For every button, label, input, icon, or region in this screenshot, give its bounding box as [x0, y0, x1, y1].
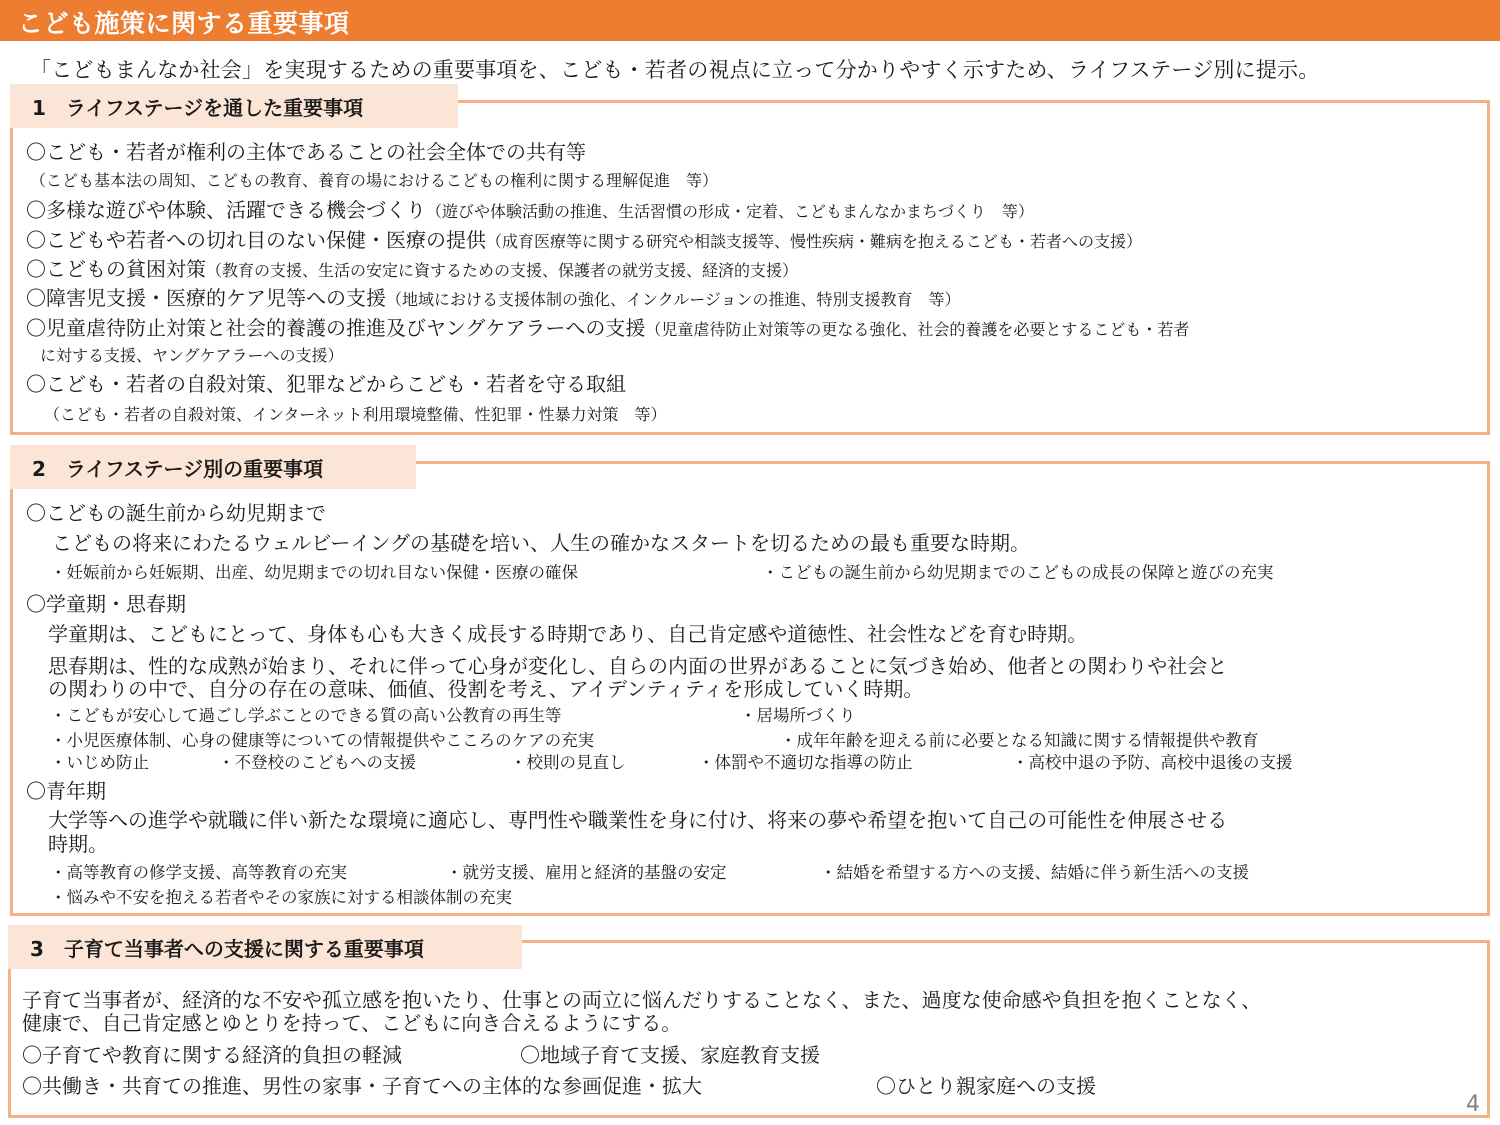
- s1-item-2-main: 〇多様な遊びや体験、活躍できる機会づくり: [26, 198, 426, 222]
- stage-2-bullet-3e: ・高校中退の予防、高校中退後の支援: [1012, 753, 1293, 772]
- s3-desc-1: 子育て当事者が、経済的な不安や孤立感を抱いたり、仕事との両立に悩んだりすることなく、また、過度な使命感や負担を抱くことなく、: [22, 988, 1262, 1012]
- stage-2-title: 〇学童期・思春期: [26, 592, 186, 616]
- stage-3-bullet-1a: ・高等教育の修学支援、高等教育の充実: [50, 863, 347, 882]
- stage-2-desc-1: 学童期は、こどもにとって、身体も心も大きく成長する時期であり、自己肯定感や道徳性、社会性などを育む時期。: [48, 622, 1088, 646]
- s1-item-1-sub: （こども基本法の周知、こどもの教育、養育の場におけるこどもの権利に関する理解促進 等）: [30, 171, 719, 190]
- s3-item-2a: 〇共働き・共育ての推進、男性の家事・子育てへの主体的な参画促進・拡大: [22, 1074, 702, 1098]
- stage-2-bullet-1a: ・こどもが安心して過ごし学ぶことのできる質の高い公教育の再生等: [50, 706, 562, 725]
- page-number: 4: [1466, 1092, 1480, 1117]
- s1-item-4: [26, 253, 798, 282]
- section-1-label: 1 ライフステージを通した重要事項: [10, 84, 458, 128]
- s3-item-1b: 〇地域子育て支援、家庭教育支援: [520, 1043, 820, 1067]
- stage-3-desc-1: 大学等への進学や就職に伴い新たな環境に適応し、専門性や職業性を身に付け、将来の夢や希望を抱いて自己の可能性を伸展させる: [48, 808, 1228, 832]
- stage-3-bullet-2a: ・悩みや不安を抱える若者やその家族に対する相談体制の充実: [50, 888, 512, 907]
- stage-3-title: 〇青年期: [26, 779, 106, 803]
- s1-item-3: [26, 224, 1142, 253]
- stage-2-bullet-2b: ・成年年齢を迎える前に必要となる知識に関する情報提供や教育: [780, 731, 1259, 750]
- s1-item-7-main: 〇こども・若者の自殺対策、犯罪などからこども・若者を守る取組: [26, 372, 626, 396]
- stage-2-bullet-2a: ・小児医療体制、心身の健康等についての情報提供やこころのケアの充実: [50, 731, 595, 750]
- s1-item-2-sub: （遊びや体験活動の推進、生活習慣の形成・定着、こどもまんなかまちづくり 等）: [426, 202, 1034, 221]
- stage-2-bullet-3c: ・校則の見直し: [510, 753, 626, 772]
- stage-3-desc-2: 時期。: [48, 832, 108, 856]
- s3-desc-2: 健康で、自己肯定感とゆとりを持って、こどもに向き合えるようにする。: [22, 1011, 682, 1035]
- stage-2-bullet-3a: ・いじめ防止: [50, 753, 149, 772]
- header-bar: [0, 0, 1500, 41]
- intro-text: 「こどもまんなか社会」を実現するための重要事項を、こども・若者の視点に立って分かりやすく示すため、ライフステージ別に提示。: [30, 58, 1320, 82]
- stage-2-bullet-3d: ・体罰や不適切な指導の防止: [698, 753, 913, 772]
- stage-2-bullet-3b: ・不登校のこどもへの支援: [218, 753, 416, 772]
- s1-item-2: [26, 194, 1034, 223]
- s1-item-3-sub: （成育医療等に関する研究や相談支援等、慢性疾病・難病を抱えるこども・若者への支援）: [486, 232, 1143, 251]
- s3-item-1a: 〇子育てや教育に関する経済的負担の軽減: [22, 1043, 402, 1067]
- stage-2-desc-3: の関わりの中で、自分の存在の意味、価値、役割を考え、アイデンティティを形成していく時期。: [48, 677, 924, 701]
- stage-1-bullet-2: ・こどもの誕生前から幼児期までのこどもの成長の保障と遊びの充実: [762, 563, 1274, 582]
- stage-1-title: 〇こどもの誕生前から幼児期まで: [26, 501, 326, 525]
- stage-3-bullet-1b: ・就労支援、雇用と経済的基盤の安定: [446, 863, 727, 882]
- section-2-label: 2 ライフステージ別の重要事項: [10, 445, 416, 489]
- s1-item-6-main: 〇児童虐待防止対策と社会的養護の推進及びヤングケアラーへの支援: [26, 316, 646, 340]
- s1-item-6-sub: （児童虐待防止対策等の更なる強化、社会的養護を必要とするこども・若者: [645, 320, 1190, 339]
- stage-2-bullet-1b: ・居場所づくり: [740, 706, 856, 725]
- s1-item-5-sub: （地域における支援体制の強化、インクルージョンの推進、特別支援教育 等）: [386, 290, 961, 309]
- s1-item-4-sub: （教育の支援、生活の安定に資するための支援、保護者の就労支援、経済的支援）: [206, 261, 799, 280]
- s1-item-5-main: 〇障害児支援・医療的ケア児等への支援: [26, 286, 386, 310]
- page-title: こども施策に関する重要事項: [18, 9, 350, 38]
- s1-item-4-main: 〇こどもの貧困対策: [26, 257, 206, 281]
- s3-item-2b: 〇ひとり親家庭への支援: [876, 1074, 1096, 1098]
- stage-1-desc: こどもの将来にわたるウェルビーイングの基礎を培い、人生の確かなスタートを切るための最も重要な時期。: [52, 531, 1030, 555]
- s1-item-3-main: 〇こどもや若者への切れ目のない保健・医療の提供: [26, 228, 486, 252]
- stage-2-desc-2: 思春期は、性的な成熟が始まり、それに伴って心身が変化し、自らの内面の世界があることに気づき始め、他者との関わりや社会と: [48, 654, 1228, 678]
- stage-3-bullet-1c: ・結婚を希望する方への支援、結婚に伴う新生活への支援: [820, 863, 1249, 882]
- s1-item-7-sub: （こども・若者の自殺対策、インターネット利用環境整備、性犯罪・性暴力対策 等）: [44, 405, 667, 424]
- s1-item-1-main: 〇こども・若者が権利の主体であることの社会全体での共有等: [26, 140, 586, 164]
- s1-item-5: [26, 282, 961, 311]
- s1-item-6: [26, 312, 1189, 341]
- section-3-label: 3 子育て当事者への支援に関する重要事項: [8, 925, 522, 969]
- s1-item-6-sub2: に対する支援、ヤングケアラーへの支援）: [40, 346, 344, 365]
- stage-1-bullet-1: ・妊娠前から妊娠期、出産、幼児期までの切れ目ない保健・医療の確保: [50, 563, 578, 582]
